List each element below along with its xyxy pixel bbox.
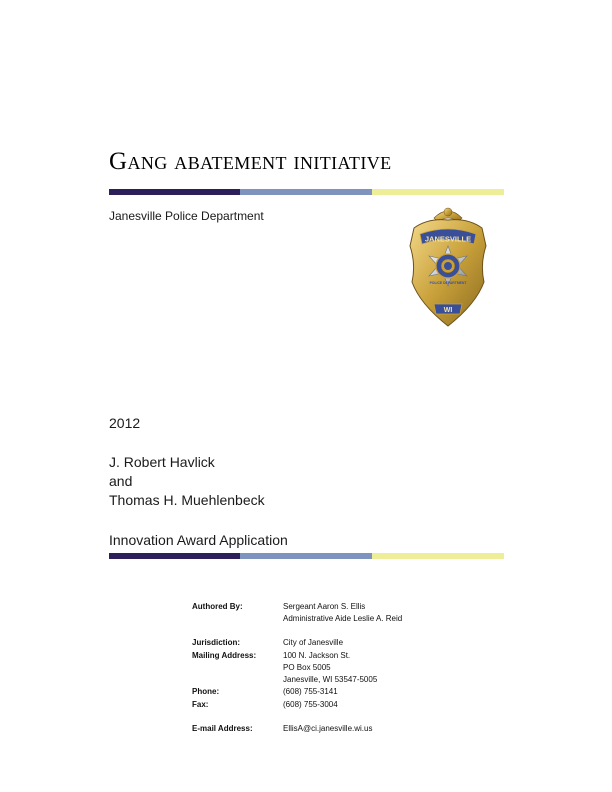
divider-slate-segment (240, 189, 372, 195)
divider-navy-segment (109, 553, 240, 559)
divider-yellow-segment (372, 553, 504, 559)
badge-center-text: POLICE DEPARTMENT (429, 281, 467, 285)
fax-value: (608) 755-3004 (283, 700, 338, 709)
email-label: E-mail Address: (192, 724, 253, 733)
subtitle-divider (109, 553, 504, 559)
mailing-address-line-3: Janesville, WI 53547-5005 (283, 675, 378, 684)
phone-value: (608) 755-3141 (283, 687, 338, 696)
author-line-1: J. Robert Havlick (109, 454, 215, 470)
phone-label: Phone: (192, 687, 220, 696)
divider-navy-segment (109, 189, 240, 195)
mailing-address-label: Mailing Address: (192, 651, 257, 660)
authored-by-label: Authored By: (192, 602, 243, 611)
divider-slate-segment (240, 553, 372, 559)
badge-icon (404, 204, 492, 328)
jurisdiction-label: Jurisdiction: (192, 638, 241, 647)
document-subtitle: Innovation Award Application (109, 532, 288, 548)
fax-label: Fax: (192, 700, 209, 709)
title-divider (109, 189, 504, 195)
divider-yellow-segment (372, 189, 504, 195)
jurisdiction-value: City of Janesville (283, 638, 344, 647)
mailing-address-line-1: 100 N. Jackson St. (283, 651, 351, 660)
document-year: 2012 (109, 415, 141, 431)
badge-top-text: JANESVILLE (424, 234, 472, 244)
police-badge-image (404, 204, 492, 328)
author-line-2: and (109, 473, 133, 489)
authored-by-value-1: Sergeant Aaron S. Ellis (283, 602, 366, 611)
department-name: Janesville Police Department (109, 209, 264, 223)
author-line-3: Thomas H. Muehlenbeck (109, 492, 265, 508)
authored-by-value-2: Administrative Aide Leslie A. Reid (283, 614, 403, 623)
badge-bottom-text: WI (443, 307, 453, 314)
document-title: Gang abatement initiative (109, 148, 392, 175)
mailing-address-line-2: PO Box 5005 (283, 663, 331, 672)
email-value[interactable]: EllisA@ci.janesville.wi.us (283, 724, 373, 733)
